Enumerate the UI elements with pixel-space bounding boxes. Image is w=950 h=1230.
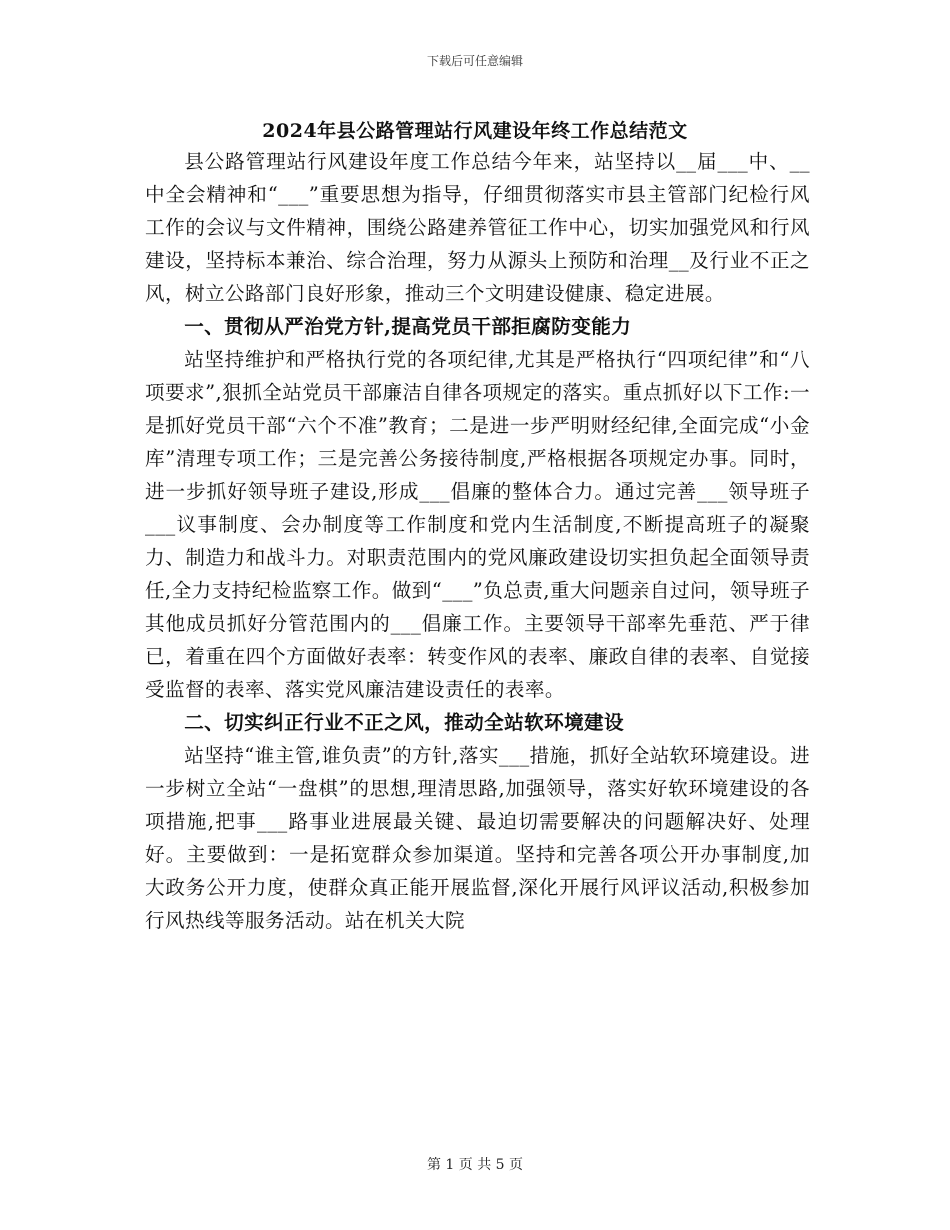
paragraph-intro: 县公路管理站行风建设年度工作总结今年来，站坚持以__届___中、__中全会精神和“___”重要思想为指导，仔细贯彻落实市县主管部门纪检行风工作的会议与文件精神，围绕公路建养管征工作中心，切实加强党风和行风建设，坚持标本兼治、综合治理，努力从源头上预防和治理__及行业不正之风，树立公路部门良好形象，推动三个文明建设健康、稳定进展。: [145, 150, 810, 305]
section-heading-2: 二、切实纠正行业不正之风，推动全站软环境建设: [184, 711, 625, 734]
document-body: [145, 145, 810, 937]
page-footer: 第 1 页 共 5 页: [426, 1157, 524, 1173]
document-title: 2024年县公路管理站行风建设年终工作总结范文: [262, 120, 688, 142]
section-heading-1: 一、贯彻从严治党方针,提高党员干部拒腐防变能力: [184, 315, 632, 338]
paragraph-section-2: 站坚持“谁主管,谁负责”的方针,落实___措施，抓好全站软环境建设。进一步树立全站“一盘棋”的思想,理清思路,加强领导，落实好软环境建设的各项措施,把事___路事业进展最关键、最迫切需要解决的问题解决好、处理好。主要做到：一是拓宽群众参加渠道。坚持和完善各项公开办事制度,加大政务公开力度，使群众真正能开展监督,深化开展行风评议活动,积极参加行风热线等服务活动。站在机关大院: [145, 744, 810, 932]
paragraph-section-1: 站坚持维护和严格执行党的各项纪律,尤其是严格执行“四项纪律”和“八项要求”,狠抓全站党员干部廉洁自律各项规定的落实。重点抓好以下工作:一是抓好党员干部“六个不准”教育；二是进一步严明财经纪律,全面完成“小金库”清理专项工作；三是完善公务接待制度,严格根据各项规定办事。同时，进一步抓好领导班子建设,形成___倡廉的整体合力。通过完善___领导班子___议事制度、会办制度等工作制度和党内生活制度,不断提高班子的凝聚力、制造力和战斗力。对职责范围内的党风廉政建设切实担负起全面领导责任,全力支持纪检监察工作。做到“___”负总责,重大问题亲自过问，领导班子其他成员抓好分管范围内的___倡廉工作。主要领导干部率先垂范、严于律已，着重在四个方面做好表率：转变作风的表率、廉政自律的表率、自觉接受监督的表率、落实党风廉洁建设责任的表率。: [145, 348, 810, 701]
header-note: 下载后可任意编辑: [426, 54, 523, 68]
